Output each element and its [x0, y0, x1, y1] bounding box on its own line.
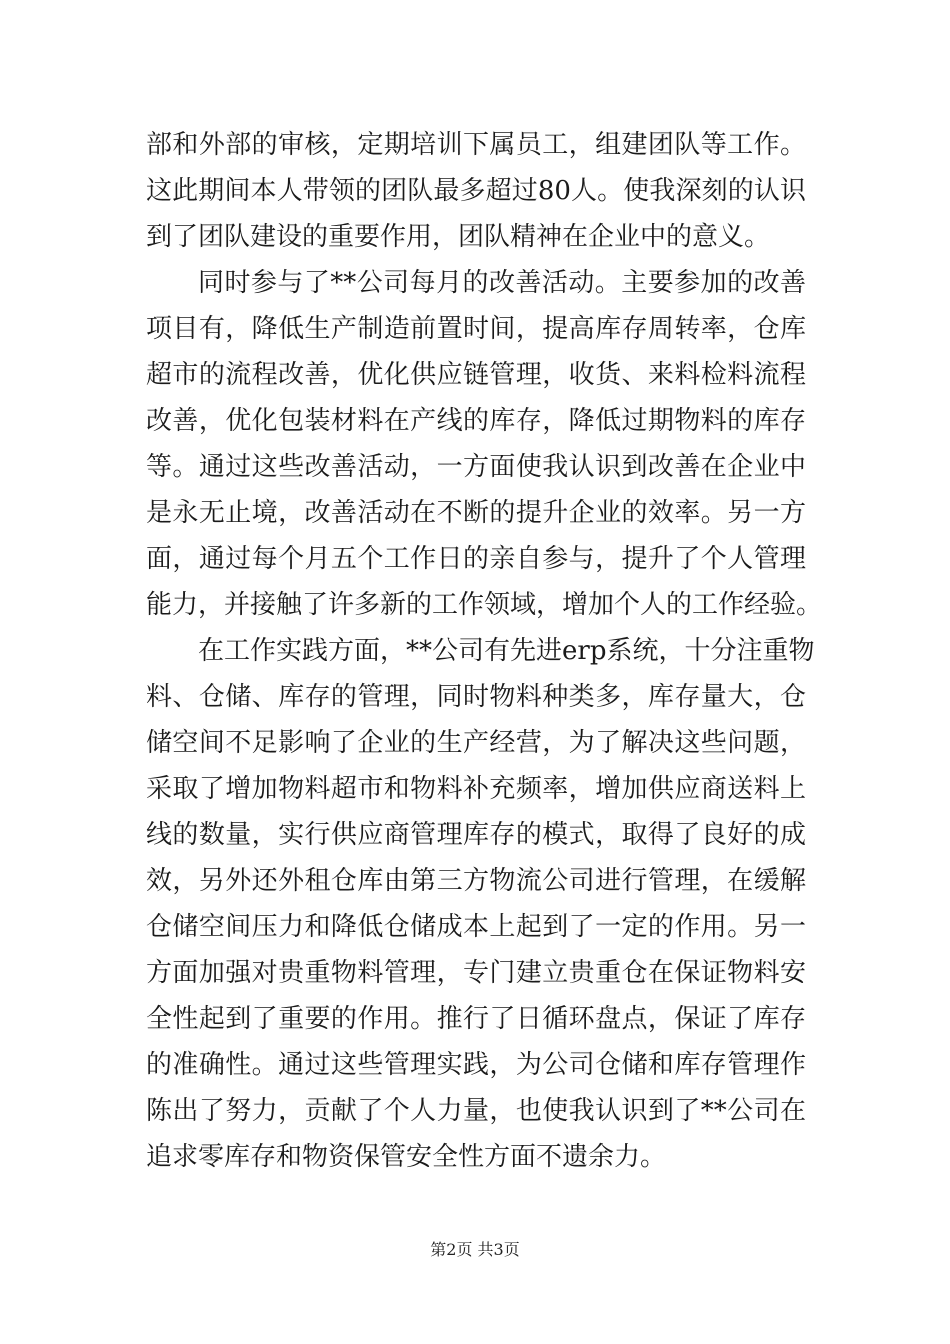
text-line: 项目有，降低生产制造前置时间，提高库存周转率，仓库: [146, 314, 806, 344]
text-line: 在工作实践方面，**公司有先进erp系统，十分注重物: [198, 636, 815, 666]
paragraph-2: [146, 260, 823, 628]
text-line: 改善，优化包装材料在产线的库存，降低过期物料的库存: [146, 406, 806, 436]
text-line: 陈出了努力，贡献了个人力量，也使我认识到了**公司在: [146, 1096, 806, 1126]
page-number: 第2页 共3页: [430, 1240, 520, 1259]
paragraph-1: [146, 122, 806, 260]
text-line: 线的数量，实行供应商管理库存的模式，取得了良好的成: [146, 820, 806, 850]
text-line: 是永无止境，改善活动在不断的提升企业的效率。另一方: [146, 498, 806, 528]
text-line: 效，另外还外租仓库由第三方物流公司进行管理，在缓解: [146, 866, 806, 896]
text-line: 这此期间本人带领的团队最多超过80人。使我深刻的认识: [146, 176, 806, 206]
text-line: 方面加强对贵重物料管理，专门建立贵重仓在保证物料安: [146, 958, 806, 988]
text-line: 面，通过每个月五个工作日的亲自参与，提升了个人管理: [146, 544, 806, 574]
text-line: 的准确性。通过这些管理实践，为公司仓储和库存管理作: [146, 1050, 806, 1080]
document-body: [146, 122, 823, 1180]
text-line: 储空间不足影响了企业的生产经营，为了解决这些问题，: [146, 728, 806, 758]
text-line: 采取了增加物料超市和物料补充频率，增加供应商送料上: [146, 774, 806, 804]
text-line: 料、仓储、库存的管理，同时物料种类多，库存量大，仓: [146, 682, 806, 712]
text-line: 追求零库存和物资保管安全性方面不遗余力。: [146, 1142, 667, 1172]
text-line: 到了团队建设的重要作用，团队精神在企业中的意义。: [146, 222, 771, 252]
text-line: 等。通过这些改善活动，一方面使我认识到改善在企业中: [146, 452, 806, 482]
text-line: 能力，并接触了许多新的工作领域，增加个人的工作经验。: [146, 590, 823, 620]
text-line: 仓储空间压力和降低仓储成本上起到了一定的作用。另一: [146, 912, 806, 942]
text-line: 全性起到了重要的作用。推行了日循环盘点，保证了库存: [146, 1004, 806, 1034]
text-line: 部和外部的审核，定期培训下属员工，组建团队等工作。: [146, 130, 806, 160]
paragraph-3: [146, 628, 815, 1180]
text-line: 超市的流程改善，优化供应链管理，收货、来料检料流程: [146, 360, 806, 390]
text-line: 同时参与了**公司每月的改善活动。主要参加的改善: [198, 268, 806, 298]
